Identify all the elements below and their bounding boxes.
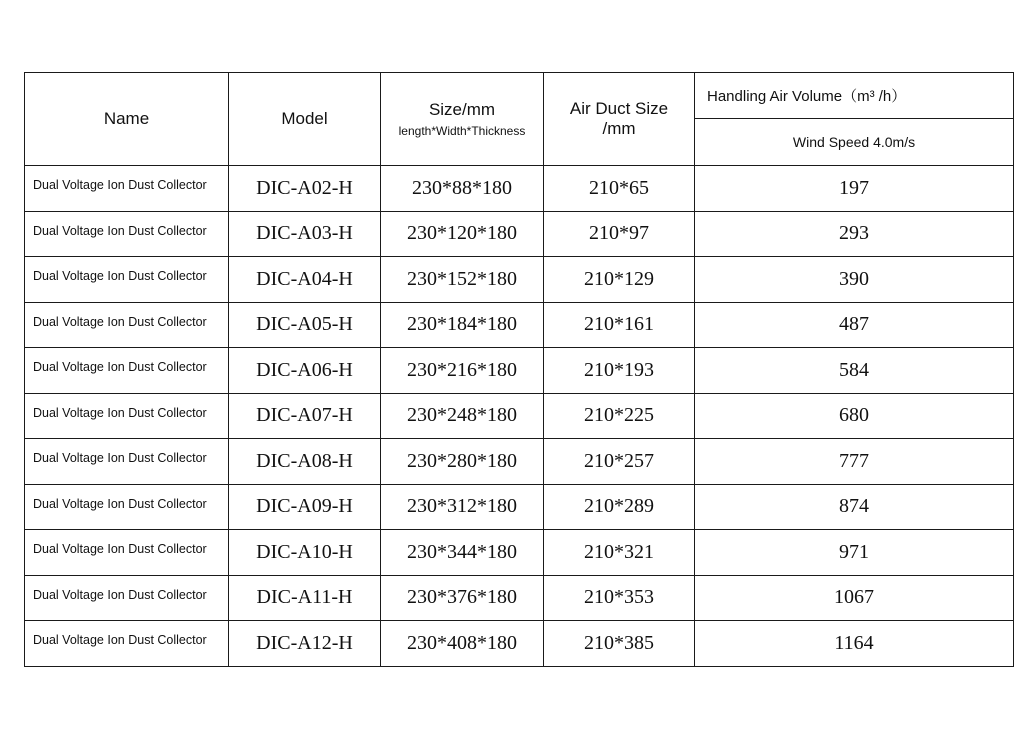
cell-model-text: DIC-A11-H	[256, 586, 353, 609]
cell-duct-text: 210*225	[584, 404, 654, 427]
cell-duct	[544, 348, 695, 394]
cell-model	[229, 211, 381, 257]
cell-name-text: Dual Voltage Ion Dust Collector	[33, 542, 207, 557]
cell-name	[25, 439, 229, 485]
cell-duct	[544, 439, 695, 485]
cell-model-text: DIC-A05-H	[256, 313, 353, 336]
header-model: Model	[229, 73, 381, 166]
header-size-sub: length*Width*Thickness	[398, 124, 526, 138]
cell-volume	[695, 393, 1014, 439]
cell-size	[381, 575, 544, 621]
cell-size	[381, 211, 544, 257]
cell-model-text: DIC-A10-H	[256, 540, 353, 563]
cell-size	[381, 530, 544, 576]
cell-size	[381, 439, 544, 485]
cell-model	[229, 484, 381, 530]
table-row	[25, 439, 1014, 485]
cell-volume	[695, 348, 1014, 394]
cell-volume-text: 197	[839, 176, 869, 199]
cell-volume	[695, 621, 1014, 667]
cell-duct	[544, 211, 695, 257]
cell-duct	[544, 393, 695, 439]
cell-volume-text: 584	[839, 358, 869, 381]
cell-name-text: Dual Voltage Ion Dust Collector	[33, 269, 207, 284]
cell-size-text: 230*152*180	[407, 267, 517, 290]
cell-duct-text: 210*289	[584, 495, 654, 518]
cell-name-text: Dual Voltage Ion Dust Collector	[33, 314, 207, 329]
header-wind-speed: Wind Speed 4.0m/s	[695, 119, 1014, 166]
cell-duct	[544, 621, 695, 667]
cell-size-text: 230*88*180	[412, 176, 512, 199]
header-size-label: Size/mm	[428, 100, 496, 119]
cell-name-text: Dual Voltage Ion Dust Collector	[33, 587, 207, 602]
cell-size-text: 230*248*180	[407, 404, 517, 427]
cell-volume	[695, 484, 1014, 530]
cell-size-text: 230*408*180	[407, 631, 517, 654]
cell-size	[381, 166, 544, 212]
table-row	[25, 348, 1014, 394]
cell-duct-text: 210*353	[584, 586, 654, 609]
cell-name-text: Dual Voltage Ion Dust Collector	[33, 223, 207, 238]
cell-size-text: 230*216*180	[407, 358, 517, 381]
cell-duct-text: 210*193	[584, 358, 654, 381]
cell-size	[381, 393, 544, 439]
table-row	[25, 393, 1014, 439]
cell-model-text: DIC-A04-H	[256, 267, 353, 290]
cell-model-text: DIC-A07-H	[256, 404, 353, 427]
table-row	[25, 484, 1014, 530]
header-volume: Handling Air Volume（m³ /h）	[695, 73, 1014, 119]
cell-name	[25, 302, 229, 348]
cell-name-text: Dual Voltage Ion Dust Collector	[33, 633, 207, 648]
cell-size-text: 230*344*180	[407, 540, 517, 563]
cell-model-text: DIC-A06-H	[256, 358, 353, 381]
cell-model-text: DIC-A12-H	[256, 631, 353, 654]
table-row	[25, 257, 1014, 303]
cell-volume-text: 487	[839, 313, 869, 336]
cell-volume	[695, 439, 1014, 485]
cell-name	[25, 348, 229, 394]
header-duct-label: Air Duct Size	[569, 99, 669, 118]
cell-name	[25, 621, 229, 667]
cell-model	[229, 348, 381, 394]
cell-volume	[695, 575, 1014, 621]
table-body	[25, 166, 1014, 667]
cell-model-text: DIC-A08-H	[256, 449, 353, 472]
cell-volume-text: 1067	[834, 586, 874, 609]
cell-name	[25, 393, 229, 439]
table-row	[25, 530, 1014, 576]
spec-table	[24, 72, 1014, 667]
header-duct-unit: /mm	[602, 119, 636, 138]
cell-volume	[695, 211, 1014, 257]
cell-duct	[544, 575, 695, 621]
cell-volume	[695, 530, 1014, 576]
cell-volume-text: 293	[839, 222, 869, 245]
cell-name-text: Dual Voltage Ion Dust Collector	[33, 360, 207, 375]
cell-model	[229, 575, 381, 621]
cell-size	[381, 302, 544, 348]
cell-duct	[544, 484, 695, 530]
cell-duct-text: 210*385	[584, 631, 654, 654]
header-name: Name	[25, 73, 229, 166]
cell-model-text: DIC-A03-H	[256, 222, 353, 245]
cell-duct-text: 210*97	[589, 222, 649, 245]
header-duct	[544, 73, 695, 166]
cell-size	[381, 484, 544, 530]
cell-volume-text: 971	[839, 540, 869, 563]
cell-duct	[544, 530, 695, 576]
cell-duct-text: 210*65	[589, 176, 649, 199]
cell-name-text: Dual Voltage Ion Dust Collector	[33, 405, 207, 420]
cell-volume-text: 390	[839, 267, 869, 290]
cell-name	[25, 530, 229, 576]
cell-duct-text: 210*161	[584, 313, 654, 336]
cell-duct-text: 210*129	[584, 267, 654, 290]
cell-duct-text: 210*321	[584, 540, 654, 563]
cell-model	[229, 257, 381, 303]
cell-model	[229, 302, 381, 348]
cell-model	[229, 166, 381, 212]
cell-size-text: 230*376*180	[407, 586, 517, 609]
table-row	[25, 621, 1014, 667]
cell-name	[25, 166, 229, 212]
cell-name	[25, 575, 229, 621]
cell-name-text: Dual Voltage Ion Dust Collector	[33, 178, 207, 193]
cell-size-text: 230*120*180	[407, 222, 517, 245]
cell-size-text: 230*312*180	[407, 495, 517, 518]
table-row	[25, 302, 1014, 348]
table-row	[25, 211, 1014, 257]
cell-volume	[695, 257, 1014, 303]
cell-duct	[544, 257, 695, 303]
cell-size	[381, 257, 544, 303]
cell-name	[25, 211, 229, 257]
cell-volume-text: 680	[839, 404, 869, 427]
cell-name-text: Dual Voltage Ion Dust Collector	[33, 496, 207, 511]
cell-name-text: Dual Voltage Ion Dust Collector	[33, 451, 207, 466]
cell-volume-text: 1164	[834, 631, 874, 654]
cell-model-text: DIC-A02-H	[256, 176, 353, 199]
cell-model	[229, 621, 381, 667]
cell-model	[229, 530, 381, 576]
cell-volume-text: 777	[839, 449, 869, 472]
cell-size-text: 230*184*180	[407, 313, 517, 336]
cell-size	[381, 621, 544, 667]
cell-duct	[544, 166, 695, 212]
header-size	[381, 73, 544, 166]
table-row	[25, 575, 1014, 621]
cell-name	[25, 257, 229, 303]
cell-size-text: 230*280*180	[407, 449, 517, 472]
cell-name	[25, 484, 229, 530]
cell-volume	[695, 302, 1014, 348]
cell-volume-text: 874	[839, 495, 869, 518]
cell-duct	[544, 302, 695, 348]
table-row	[25, 166, 1014, 212]
cell-volume	[695, 166, 1014, 212]
cell-size	[381, 348, 544, 394]
cell-model	[229, 393, 381, 439]
cell-duct-text: 210*257	[584, 449, 654, 472]
cell-model	[229, 439, 381, 485]
cell-model-text: DIC-A09-H	[256, 495, 353, 518]
